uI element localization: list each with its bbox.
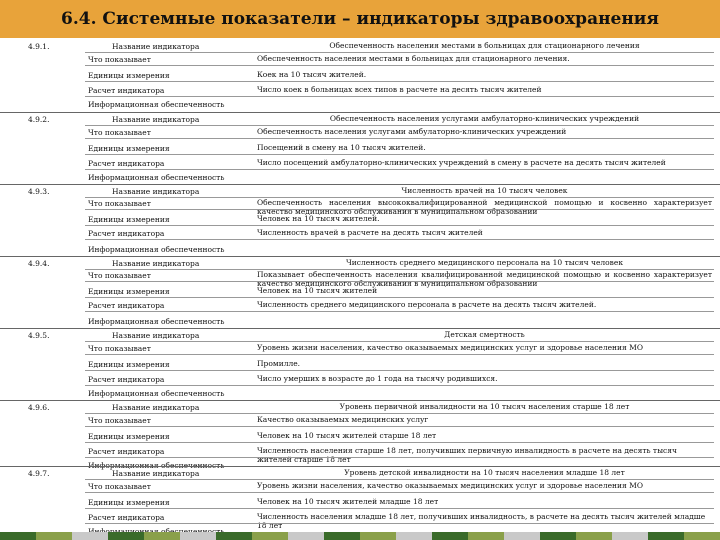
value-calc: Число посещений амбулаторно-клинических учреждений в смену в расчете на десять тысяч жителей	[257, 158, 666, 167]
value-shows: Показывает обеспеченность населения квалифицированной медицинской помощью и косвенно характеризует качество медицинского обслуживания в муниципальном образовании	[257, 270, 712, 288]
label-unit: Единицы измерения	[88, 360, 170, 369]
footer-block	[648, 532, 684, 540]
footer-block	[252, 532, 288, 540]
indicator-code: 4.9.7.	[28, 469, 50, 478]
label-shows: Что показывает	[88, 128, 151, 137]
footer-block	[612, 532, 648, 540]
value-shows: Обеспеченность населения услугами амбулаторно-клинических учреждений	[257, 127, 567, 136]
row-divider	[85, 385, 714, 386]
label-shows: Что показывает	[88, 416, 151, 425]
label-calc: Расчет индикатора	[88, 375, 165, 384]
row-divider	[85, 442, 714, 443]
label-shows: Что показывает	[88, 55, 151, 64]
row-divider	[85, 281, 714, 282]
value-shows: Уровень жизни населения, качество оказываемых медицинских услуг и здоровье населения МО	[257, 481, 643, 490]
footer-block	[72, 532, 108, 540]
label-calc: Расчет индикатора	[88, 86, 165, 95]
label-name: Название индикатора	[112, 469, 200, 478]
row-divider	[85, 125, 714, 126]
row-divider	[85, 209, 714, 210]
value-calc: Численность среднего медицинского персонала в расчете на десять тысяч жителей.	[257, 300, 597, 309]
footer-block	[216, 532, 252, 540]
label-info: Информационная обеспеченность	[88, 173, 225, 182]
row-divider	[85, 479, 714, 480]
row-divider	[85, 169, 714, 170]
row-divider	[85, 457, 714, 458]
value-name: Уровень детской инвалидности на 10 тысяч населения младше 18 лет	[344, 468, 625, 477]
row-divider	[85, 523, 714, 524]
value-shows: Обеспеченность населения высококвалифицированной медицинской помощью и косвенно характеризует качество медицинского обслуживания в муниципальном образовании	[257, 198, 712, 216]
footer-block	[288, 532, 324, 540]
footer-block	[108, 532, 144, 540]
indicator-section	[0, 466, 720, 532]
indicator-code: 4.9.3.	[28, 187, 50, 196]
row-divider	[85, 81, 714, 82]
indicator-code: 4.9.1.	[28, 42, 50, 51]
footer-block	[684, 532, 720, 540]
footer-block	[540, 532, 576, 540]
label-name: Название индикатора	[112, 331, 200, 340]
footer-block	[396, 532, 432, 540]
footer-block	[0, 532, 36, 540]
label-shows: Что показывает	[88, 199, 151, 208]
label-calc: Расчет индикатора	[88, 513, 165, 522]
footer-block	[432, 532, 468, 540]
label-calc: Расчет индикатора	[88, 159, 165, 168]
footer-block	[144, 532, 180, 540]
value-unit: Посещений в смену на 10 тысяч жителей.	[257, 143, 426, 152]
label-name: Название индикатора	[112, 259, 200, 268]
label-name: Название индикатора	[112, 403, 200, 412]
label-unit: Единицы измерения	[88, 71, 170, 80]
indicator-code: 4.9.6.	[28, 403, 50, 412]
value-unit: Промилле.	[257, 359, 301, 368]
row-divider	[85, 413, 714, 414]
label-unit: Единицы измерения	[88, 144, 170, 153]
row-divider	[85, 138, 714, 139]
value-calc: Численность населения младше 18 лет, получивших инвалидность, в расчете на десять тысяч жителей младше 18 лет	[257, 512, 706, 530]
row-divider	[85, 154, 714, 155]
footer-block	[504, 532, 540, 540]
indicator-section	[0, 184, 720, 256]
value-calc: Число коек в больницах всех типов в расчете на десять тысяч жителей	[257, 85, 542, 94]
label-shows: Что показывает	[88, 271, 151, 280]
indicator-section	[0, 400, 720, 470]
footer-block	[180, 532, 216, 540]
label-info: Информационная обеспеченность	[88, 100, 225, 109]
label-calc: Расчет индикатора	[88, 447, 165, 456]
row-divider	[85, 311, 714, 312]
label-unit: Единицы измерения	[88, 498, 170, 507]
label-unit: Единицы измерения	[88, 432, 170, 441]
value-name: Обеспеченность населения услугами амбулаторно-клинических учреждений	[329, 114, 640, 123]
row-divider	[85, 65, 714, 66]
label-unit: Единицы измерения	[88, 287, 170, 296]
indicator-code: 4.9.4.	[28, 259, 50, 268]
row-divider	[85, 354, 714, 355]
label-shows: Что показывает	[88, 344, 151, 353]
row-divider	[85, 225, 714, 226]
title-bar	[0, 0, 720, 38]
indicator-code: 4.9.5.	[28, 331, 50, 340]
page-title: 6.4. Системные показатели – индикаторы здравоохранения	[61, 9, 659, 29]
value-name: Обеспеченность населения местами в больницах для стационарного лечения	[329, 41, 640, 50]
value-unit: Человек на 10 тысяч жителей старше 18 лет	[257, 431, 437, 440]
value-calc: Число умерших в возрасте до 1 года на тысячу родившихся.	[257, 374, 498, 383]
footer-block	[324, 532, 360, 540]
label-calc: Расчет индикатора	[88, 301, 165, 310]
indicator-section	[0, 256, 720, 328]
value-name: Детская смертность	[444, 330, 525, 339]
footer-block	[576, 532, 612, 540]
label-name: Название индикатора	[112, 187, 200, 196]
label-unit: Единицы измерения	[88, 215, 170, 224]
value-unit: Человек на 10 тысяч жителей.	[257, 214, 380, 223]
row-divider	[85, 492, 714, 493]
indicator-code: 4.9.2.	[28, 115, 50, 124]
label-info: Информационная обеспеченность	[88, 245, 225, 254]
indicator-section	[0, 40, 720, 112]
value-calc: Численность врачей в расчете на десять тысяч жителей	[257, 228, 483, 237]
label-info: Информационная обеспеченность	[88, 317, 225, 326]
label-calc: Расчет индикатора	[88, 229, 165, 238]
value-unit: Человек на 10 тысяч жителей	[257, 286, 378, 295]
row-divider	[85, 341, 714, 342]
indicator-section	[0, 328, 720, 400]
row-divider	[85, 52, 714, 53]
label-info: Информационная обеспеченность	[88, 389, 225, 398]
label-info: Информационная обеспеченность	[88, 461, 225, 470]
row-divider	[85, 508, 714, 509]
footer-block	[36, 532, 72, 540]
indicator-table	[0, 40, 720, 532]
label-name: Название индикатора	[112, 115, 200, 124]
row-divider	[85, 426, 714, 427]
value-calc: Численность населения старше 18 лет, получивших первичную инвалидность в расчете на десять тысяч жителей старше 18 лет	[257, 446, 677, 464]
value-name: Численность среднего медицинского персонала на 10 тысяч человек	[345, 258, 624, 267]
indicator-section	[0, 112, 720, 184]
value-unit: Коек на 10 тысяч жителей.	[257, 70, 367, 79]
value-name: Уровень первичной инвалидности на 10 тысяч населения старше 18 лет	[339, 402, 630, 411]
value-shows: Обеспеченность населения местами в больницах для стационарного лечения.	[257, 54, 570, 63]
footer-block	[360, 532, 396, 540]
value-unit: Человек на 10 тысяч жителей младше 18 лет	[257, 497, 439, 506]
row-divider	[85, 370, 714, 371]
footer-block	[468, 532, 504, 540]
label-name: Название индикатора	[112, 42, 200, 51]
row-divider	[85, 239, 714, 240]
row-divider	[85, 297, 714, 298]
value-name: Численность врачей на 10 тысяч человек	[401, 186, 568, 195]
value-shows: Уровень жизни населения, качество оказываемых медицинских услуг и здоровье населения МО	[257, 343, 643, 352]
label-shows: Что показывает	[88, 482, 151, 491]
row-divider	[85, 96, 714, 97]
footer-stripe	[0, 532, 720, 540]
value-shows: Качество оказываемых медицинских услуг	[257, 415, 429, 424]
